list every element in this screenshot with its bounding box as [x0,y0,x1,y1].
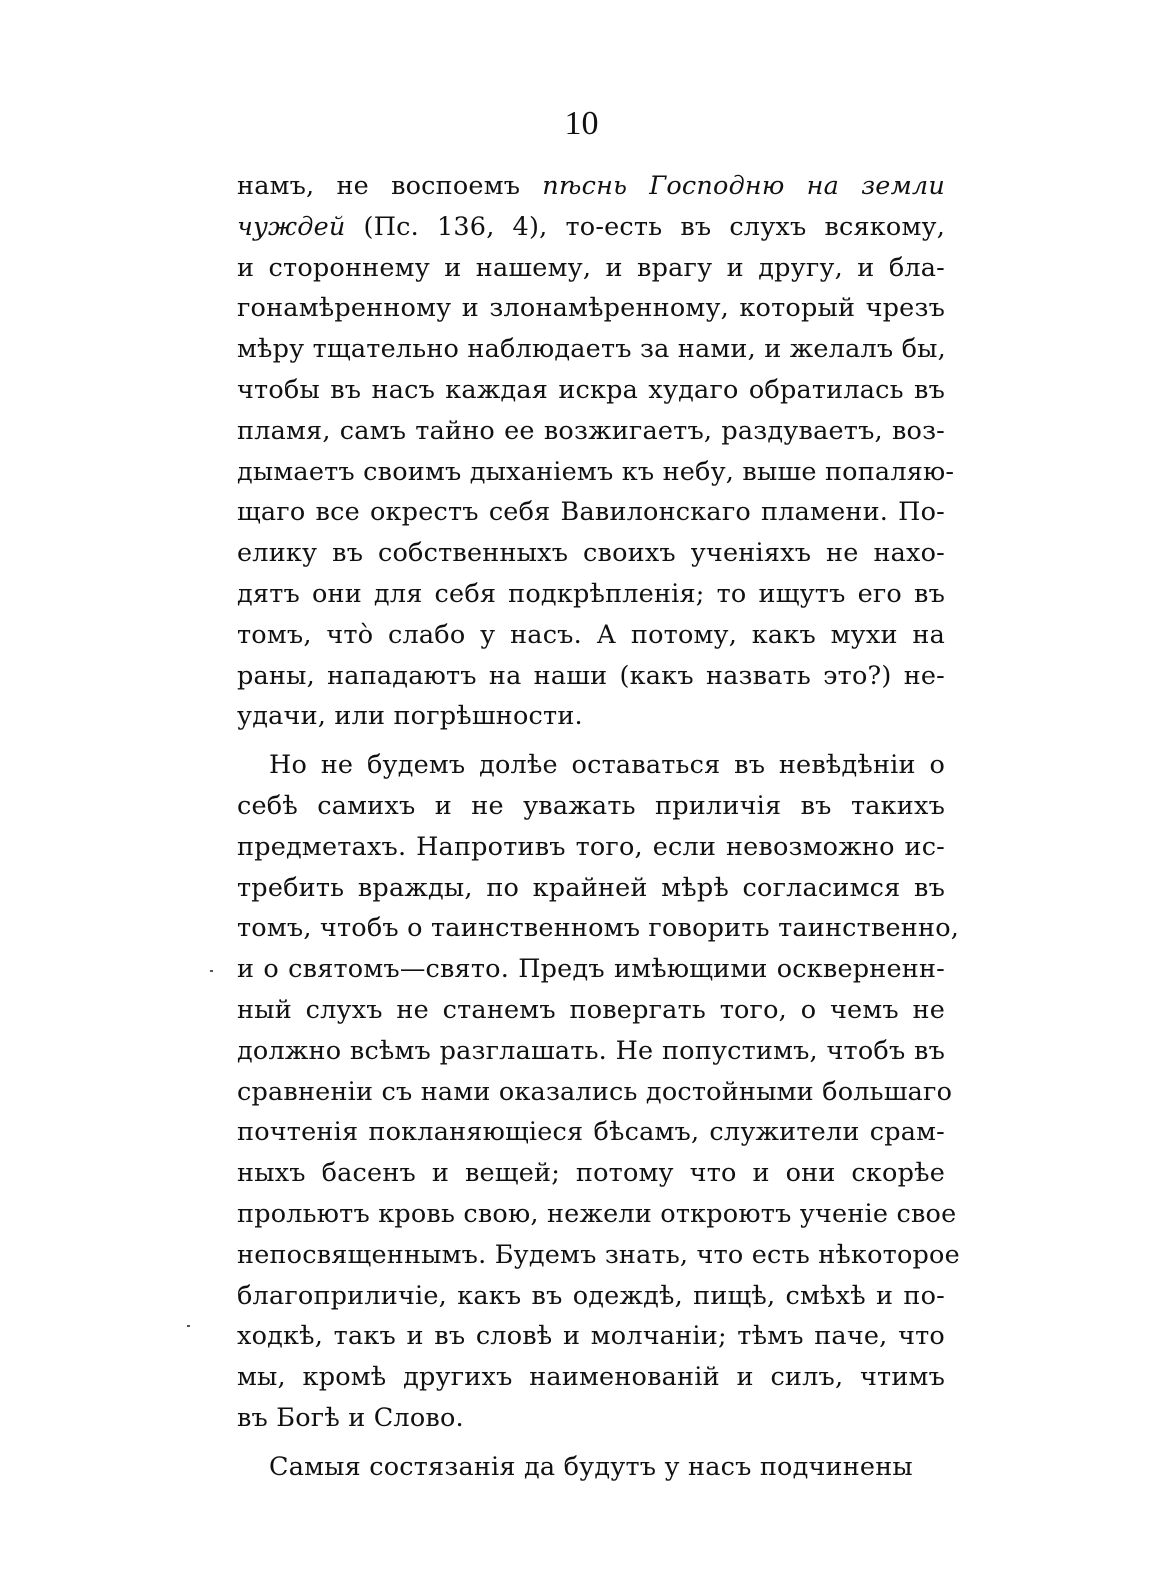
text-run: Самыя состязанія да будутъ у насъ подчинены [269,1451,913,1482]
paragraph [237,166,955,737]
text-run: намъ, не воспоемъ [237,171,543,201]
text-line [237,1153,945,1194]
body-text [237,166,960,1488]
text-line [237,656,945,697]
text-run: дымаетъ своимъ дыханіемъ къ небу, выше попаляю- [237,456,955,487]
text-line [237,1447,945,1488]
italic-quote: пѣснь Господню на земли [542,171,945,201]
text-line [237,1276,945,1317]
paragraph [237,745,960,1439]
scan-speck [187,1325,190,1327]
text-line [237,1112,945,1153]
text-line [237,166,945,207]
text-line [237,908,960,949]
text-line [237,248,945,289]
text-line [237,452,955,493]
text-line [237,207,945,248]
text-run: и о святомъ—свято. Предъ имѣющими оскверненн- [237,954,945,985]
text-line [237,1194,957,1235]
text-line [237,868,945,909]
text-line [237,1398,945,1439]
text-line [237,492,945,533]
text-run: томъ, что̀ слабо у насъ. А потому, какъ мухи на [237,619,945,650]
text-line [237,786,945,827]
text-run: раны, нападаютъ на наши (какъ назвать это?) не- [237,660,945,691]
text-run: почтенія покланяющіеся бѣсамъ, служители срам- [237,1117,945,1148]
text-line [237,411,945,452]
text-run: мы, кромѣ другихъ наименованій и силъ, чтимъ [237,1362,945,1393]
text-run: гонамѣренному и злонамѣренному, который чрезъ [237,293,945,324]
text-line [237,288,945,329]
text-run: (Пс. 136, 4), то-есть въ слухъ всякому, [345,211,945,242]
text-run: себѣ самихъ и не уважать приличія въ такихъ [237,790,945,821]
text-run: удачи, или погрѣшности. [237,701,583,732]
text-run: требить вражды, по крайней мѣрѣ согласимся въ [237,872,945,903]
text-run: непосвященнымъ. Будемъ знать, что есть нѣкоторое [237,1239,960,1270]
text-line [237,745,945,786]
text-run: благоприличіе, какъ въ одеждѣ, пищѣ, смѣхѣ и по- [237,1280,945,1311]
text-line [237,615,945,656]
text-run: ходкѣ, такъ и въ словѣ и молчаніи; тѣмъ паче, что [237,1321,945,1352]
text-run: въ Богѣ и Слово. [237,1402,464,1433]
text-run: чтобы въ насъ каждая искра худаго обратилась въ [237,374,945,405]
scan-speck [210,970,213,972]
text-run: щаго все окрестъ себя Вавилонскаго пламени. По- [237,497,945,528]
text-line [237,329,945,370]
text-line [237,1357,945,1398]
text-line [237,1235,960,1276]
text-run: Но не будемъ долѣе оставаться въ невѣдѣніи о [269,750,945,781]
text-run: томъ, чтобъ о таинственномъ говорить таинственно, [237,913,960,944]
text-line [237,1316,945,1357]
text-line [237,533,945,574]
text-line [237,990,945,1031]
page-number: 10 [564,105,599,142]
text-run: должно всѣмъ разглашать. Не попустимъ, чтобъ въ [237,1035,945,1066]
text-line [237,574,945,615]
text-line [237,827,945,868]
text-run: елику въ собственныхъ своихъ ученіяхъ не нахо- [237,538,945,569]
text-run: ныхъ басенъ и вещей; потому что и они скорѣе [237,1158,945,1189]
text-run: сравненіи съ нами оказались достойными большаго [237,1076,953,1107]
paragraph-gap [237,1439,945,1447]
paragraph-gap [237,737,945,745]
text-run: дятъ они для себя подкрѣпленія; то ищутъ его въ [237,578,945,609]
text-run: прольютъ кровь свою, нежели откроютъ ученіе свое [237,1198,957,1229]
text-line [237,370,945,411]
text-run: пламя, самъ тайно ее возжигаетъ, раздуваетъ, воз- [237,415,945,446]
text-run: предметахъ. Напротивъ того, если невозможно ис- [237,831,945,862]
text-run: и стороннему и нашему, и врагу и другу, и бла- [237,252,945,283]
text-run: ный слухъ не станемъ повергать того, о чемъ не [237,994,945,1025]
text-line [237,1031,945,1072]
text-line [237,696,945,737]
italic-quote: чуждей [237,211,346,242]
paragraph [237,1447,945,1488]
text-line [237,1072,953,1113]
text-run: мѣру тщательно наблюдаетъ за нами, и желалъ бы, [237,334,946,365]
text-line [237,949,945,990]
